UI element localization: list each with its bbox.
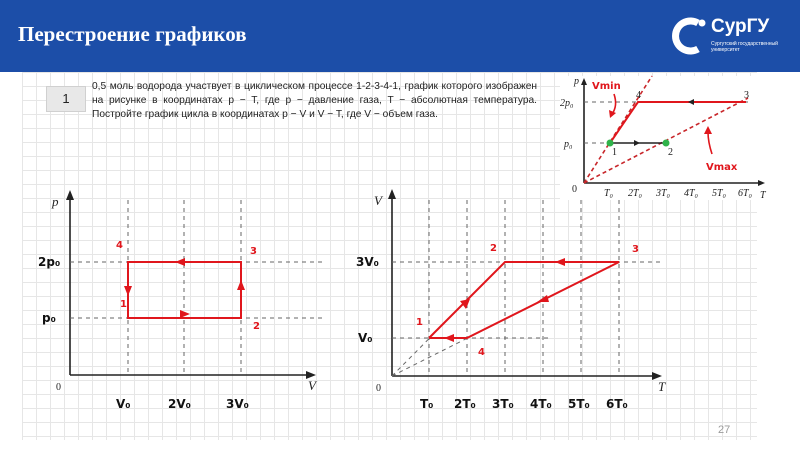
pv-tick-p0: p₀ <box>42 311 56 325</box>
pt-y-label: p <box>574 76 579 87</box>
vt-point-3: 3 <box>632 244 639 255</box>
vt-tick-t0: T₀ <box>420 397 434 411</box>
pt-tick-5t0: 5T₀ <box>712 188 727 199</box>
pv-tick-2v0: 2V₀ <box>168 397 191 411</box>
pv-graph <box>40 190 330 420</box>
pv-point-1: 1 <box>120 299 127 310</box>
vt-tick-2t0: 2T₀ <box>454 397 476 411</box>
pt-tick-2p0: 2p₀ <box>560 98 574 109</box>
vt-point-1: 1 <box>416 317 423 328</box>
pv-tick-3v0: 3V₀ <box>226 397 249 411</box>
pt-tick-6t0: 6T₀ <box>738 188 753 199</box>
pv-y-label: p <box>52 194 59 209</box>
pt-point-1: 1 <box>612 147 617 158</box>
problem-number: 1 <box>46 86 86 112</box>
pt-point-2: 2 <box>668 147 673 158</box>
vt-y-label: V <box>374 193 382 208</box>
pv-point-2: 2 <box>253 321 260 332</box>
vt-point-2: 2 <box>490 243 497 254</box>
logo-name: СурГУ <box>711 16 770 37</box>
page-number: 27 <box>718 424 731 436</box>
header-bar <box>0 0 800 72</box>
vt-tick-3v0: 3V₀ <box>356 255 379 269</box>
pt-tick-2t0: 2T₀ <box>628 188 643 199</box>
vt-tick-6t0: 6T₀ <box>606 397 628 411</box>
logo-subtitle: Сургутский государственный университет <box>711 41 778 53</box>
vt-origin: 0 <box>376 383 381 394</box>
problem-statement: 0,5 моль водорода участвует в циклическом процессе 1-2-3-4-1, график которого изображен на рисунке в координатах p − T, где p − давление газа, T − абсолютная температура. Постройте график цикла в координатах p − V и V − T, где V − объем газа. <box>92 81 537 120</box>
pv-point-4: 4 <box>116 240 123 251</box>
pv-origin: 0 <box>56 382 61 393</box>
pt-vmin-label: Vmin <box>592 81 621 92</box>
pt-vmin-isochore <box>584 76 652 183</box>
vt-graph <box>350 185 680 420</box>
vt-tick-4t0: 4T₀ <box>530 397 552 411</box>
vt-tick-v0: V₀ <box>358 331 373 345</box>
pt-point-4: 4 <box>636 90 641 101</box>
pt-x-label: T <box>760 190 766 201</box>
pt-point-3: 3 <box>744 90 749 101</box>
vt-point-4: 4 <box>478 347 485 358</box>
pv-tick-2p0: 2p₀ <box>38 255 61 269</box>
pt-vmax-label: Vmax <box>706 162 738 173</box>
pv-point-3: 3 <box>250 246 257 257</box>
pv-tick-v0: V₀ <box>116 397 131 411</box>
vt-x-label: T <box>658 379 666 394</box>
pt-tick-3t0: 3T₀ <box>656 188 671 199</box>
pt-tick-t0: T₀ <box>604 188 614 199</box>
pt-cycle <box>610 102 746 143</box>
university-logo <box>668 14 793 60</box>
slide-title: Перестроение графиков <box>18 22 247 46</box>
pt-graph <box>560 76 772 200</box>
pt-origin: 0 <box>572 184 577 195</box>
vt-tick-3t0: 3T₀ <box>492 397 514 411</box>
pv-x-label: V <box>308 378 316 393</box>
vt-tick-5t0: 5T₀ <box>568 397 590 411</box>
pt-tick-p0: p₀ <box>564 139 573 150</box>
pt-tick-4t0: 4T₀ <box>684 188 699 199</box>
vt-cycle <box>429 262 619 338</box>
logo-emblem-icon <box>668 14 708 58</box>
